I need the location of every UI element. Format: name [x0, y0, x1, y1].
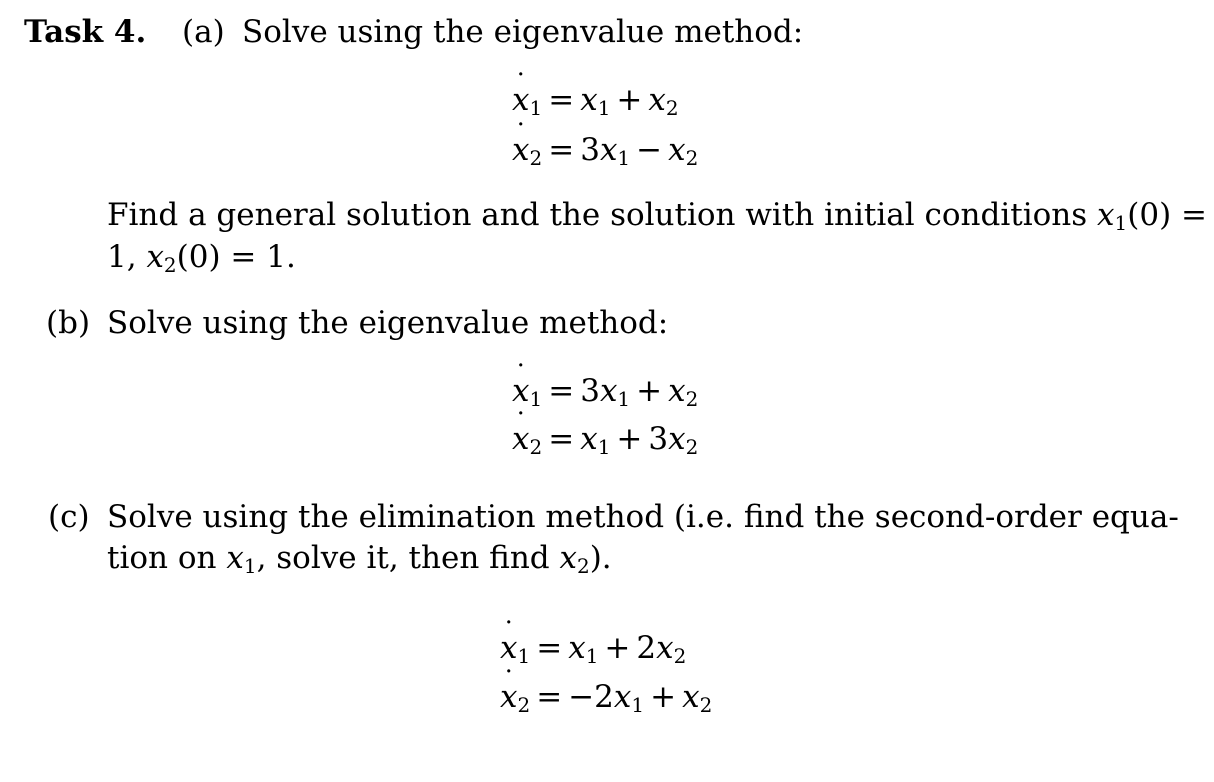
- part-b-equation-1: ˙ $x_1 = 3x_1 + x_2$: [512, 376, 698, 407]
- part-b-instruction: Solve using the eigenvalue method:: [107, 305, 669, 341]
- part-a-equation-1: ˙ $x_1 = x_1 + x_2$: [512, 85, 679, 116]
- part-b-label: (b): [46, 305, 91, 341]
- part-a-note-line-2: 1, $x_2(0) = 1$.: [107, 239, 296, 277]
- part-a-equation-2: ˙ $x_2 = 3x_1 - x_2$: [512, 135, 698, 166]
- part-c-equation-1: ˙ $x_1 = x_1 + 2x_2$: [500, 633, 686, 664]
- part-a-instruction: Solve using the eigenvalue method:: [242, 14, 804, 50]
- part-a-label: (a): [182, 14, 225, 50]
- task-title: Task 4.: [24, 14, 147, 50]
- part-b-equation-2: ˙ $x_2 = x_1 + 3x_2$: [512, 424, 698, 455]
- part-a-note-text: Find a general solution and the solution with initial conditions: [107, 197, 1098, 233]
- part-c-label: (c): [48, 499, 90, 535]
- part-a-note-line-1: Find a general solution and the solution with initial conditions $x_1(0)$ =: [107, 197, 1208, 235]
- part-c-instruction-line-1: Solve using the elimination method (i.e. find the second-order equa-: [107, 499, 1179, 535]
- part-c-equation-2: ˙ $x_2 = -2x_1 + x_2$: [500, 682, 712, 713]
- part-c-instruction-line-2: tion on $x_1$, solve it, then find $x_2$).: [107, 540, 612, 578]
